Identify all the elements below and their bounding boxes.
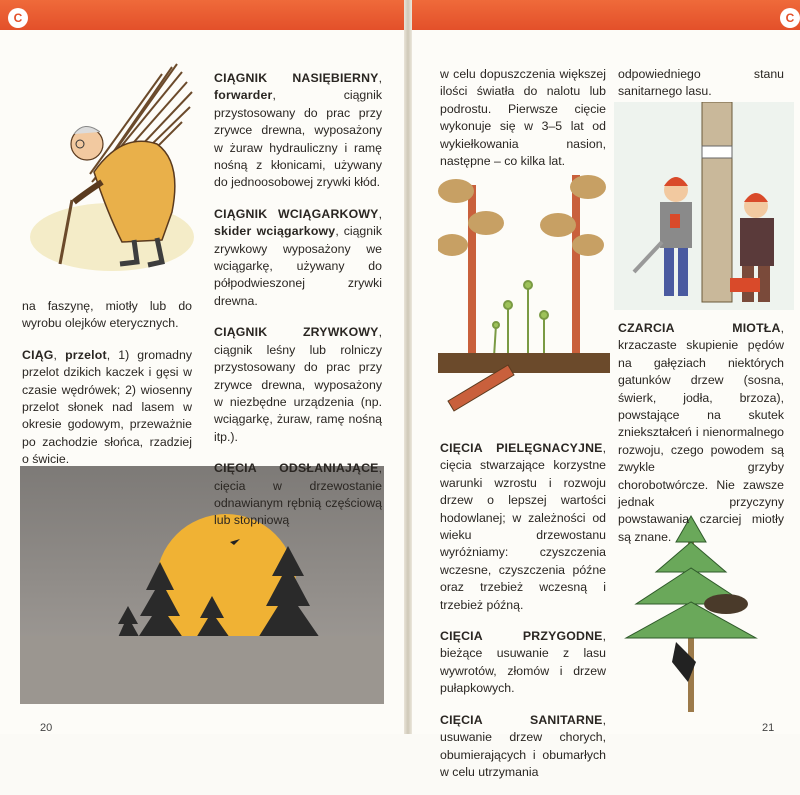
entry-term: CIĄGNIK WCIĄGARKOWY [214, 206, 379, 221]
entry-przygodne [440, 628, 606, 698]
entry-term-alt: forwarder [214, 88, 273, 103]
entry-continuation: odpowiedniego stanu sanitarnego lasu. [618, 67, 784, 99]
section-letter-left: C [8, 8, 28, 28]
illustration-foresters [614, 102, 794, 310]
entry-term: CIĘCIA PRZYGODNE [440, 629, 603, 644]
book-spine [404, 0, 412, 734]
entry-wciagarkowy: CIĄGNIK WCIĄGARKOWY, skider wciągarkowy, ciągnik zrywkowy wyposażony we wciągarkę, używany do półpodwieszonej zrywki drewna. [214, 206, 382, 308]
entry-body: , cięcia w drzewostanie odnawianym rębnią częściową lub stopniową [214, 461, 382, 528]
section-letter-right: C [780, 8, 800, 28]
header-band-right [412, 0, 800, 30]
entry-body: , krzaczaste skupienie pędów na gałęziach niektórych gatunków drzew (sosna, świerk, jodła, brzoza), powstające na skutek zniekształceń i nienormalnego rozwoju, czego powodem są zwykle grzyby chorobotwórcze. Nie zawsze jednak przyczyny powstawania czarciej miotły są znane. [618, 321, 784, 544]
entry-term: CIĄGNIK ZRYWKOWY [214, 325, 379, 340]
entry-body: , cięcia stwarzające korzystne warunki wzrostu i rozwoju drzew o lepszej wartości hodowlanej; w zależności od wieku drzewostanu wyróżniamy: czyszczenia wczesne, czyszczenia późne oraz trzebież wczesną i trzebież późną. [440, 441, 606, 612]
entry-ciag: CIĄG, przelot, 1) gromadny przelot dzikich kaczek i gęsi w czasie wędrówek; 2) wiosenny przelot słonek nad lasem w okresie godowym, przeważnie po zachodzie słońca, rzadziej o świcie. [22, 347, 192, 467]
entry-odslaniajace [214, 460, 382, 530]
entry-term: CIĘCIA SANITARNE [440, 712, 603, 727]
entry-body: , 1) gromadny przelot dzikich kaczek i gęsi w czasie wędrówek; 2) wiosenny przelot słonek nad lasem w okresie godowym, przeważnie po zachodzie słońca, rzadziej o świcie. [22, 347, 192, 467]
entry-body: , usuwanie drzew chorych, obumierających i obumarłych w celu utrzymania [440, 712, 606, 779]
entry-pielegnacyjne [440, 440, 606, 614]
entry-fragment-top: na faszynę, miotły lub do wyrobu olejków eterycznych. [22, 299, 192, 331]
entry-term: CIĄG [22, 347, 54, 362]
left-column [22, 298, 192, 483]
entry-term: CIĄGNIK NASIĘBIERNY [214, 71, 379, 85]
entry-term: CIĘCIA PIELĘGNACYJNE [440, 441, 603, 455]
entry-nasiebierny: CIĄGNIK NASIĘBIERNY, forwarder, ciągnik przystosowany do prac przy zrywce drewna, wyposażony w żuraw hydrauliczny i ramę nośną z kłonicami, używany do jednoosobowej zrywki kłód. [214, 71, 382, 190]
entry-body: , bieżące usuwanie z lasu wywrotów, złomów i drzew pułapkowych. [440, 629, 606, 696]
entry-body: , ciągnik przystosowany do prac przy zrywce drewna, wyposażony w żuraw hydrauliczny i ramę nośną z kłonicami, używany do jednoosobowej zrywki kłód. [214, 88, 382, 190]
entry-term-alt: przelot [65, 347, 107, 362]
middle-column [214, 70, 382, 544]
entry-term: CZARCIA MIOTŁA [618, 321, 781, 335]
right-column-1-top [440, 66, 606, 184]
right-column-1-bottom [440, 440, 606, 795]
illustration-old-man-brushwood [22, 62, 200, 272]
header-band-left [0, 0, 404, 30]
entry-term-alt: skider wciągarkowy [214, 224, 336, 239]
entry-body: , ciągnik zrywkowy wyposażony we wciągarkę, używany do półpodwieszonej zrywki drewna. [214, 224, 382, 308]
entry-continuation: w celu dopuszczenia większej ilości światła do nalotu lub podrostu. Pierwsze cięcie wykonuje się w 3–5 lat od wykiełkowania nasion, następne – co kilka lat. [440, 67, 606, 169]
entry-body: , ciągnik leśny lub rolniczy przystosowany do prac przy zrywce drewna, wyposażony w niezbędne urządzenia (np. wciągarkę, żuraw, ramę nośną itp.). [214, 325, 382, 444]
entry-czarcia-miotla [618, 320, 784, 546]
entry-sanitarne [440, 712, 606, 782]
entry-term: CIĘCIA ODSŁANIAJĄCE [214, 461, 379, 476]
entry-zrywkowy [214, 324, 382, 446]
page-number-left: 20 [40, 722, 53, 734]
page-number-right: 21 [762, 722, 775, 734]
illustration-clearing-seedlings [438, 165, 610, 415]
right-column-2-top [618, 66, 784, 115]
right-column-2-middle [618, 320, 784, 560]
